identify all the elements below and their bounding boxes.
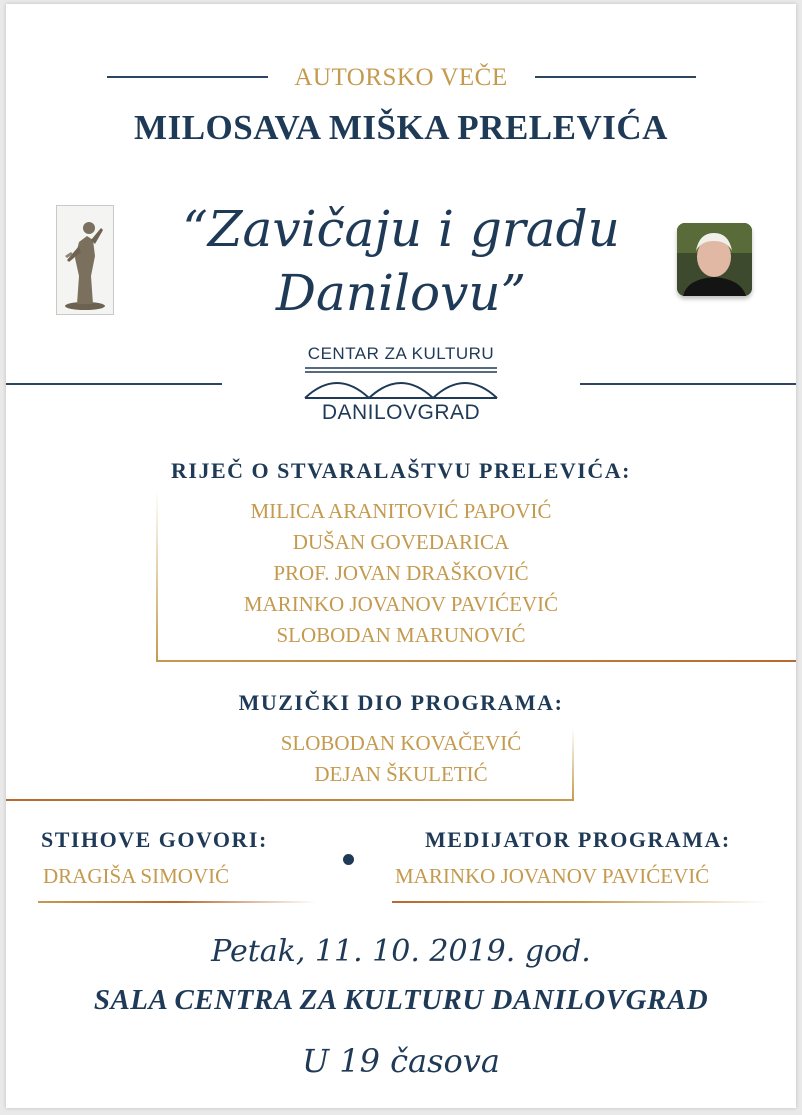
- music-list: [6, 728, 796, 790]
- logo-rule-right: [580, 383, 796, 385]
- logo-text-bottom: DANILOVGRAD: [321, 401, 481, 424]
- list-item: SLOBODAN KOVAČEVIĆ: [280, 731, 522, 755]
- speakers-bracket-vertical: [156, 490, 158, 662]
- statue-icon: [57, 206, 113, 314]
- speakers-heading: RIJEČ O STVARALAŠTVU PRELEVIĆA:: [171, 458, 631, 483]
- list-item: MARINKO JOVANOV PAVIĆEVIĆ: [243, 592, 559, 616]
- bridge-logo-icon: [301, 362, 501, 402]
- title-line-2: Danilovu”: [275, 264, 527, 322]
- list-item: DEJAN ŠKULETIĆ: [314, 762, 488, 786]
- list-item: PROF. JOVAN DRAŠKOVIĆ: [273, 561, 529, 585]
- poster: [6, 4, 796, 1108]
- verses-heading: STIHOVE GOVORI:: [41, 827, 268, 852]
- list-item: SLOBODAN MARUNOVIĆ: [276, 623, 526, 647]
- music-bracket-vertical: [572, 729, 574, 801]
- author-portrait: [677, 223, 752, 296]
- title-line-1: “Zavičaju i gradu: [182, 200, 620, 258]
- music-bracket-horizontal: [6, 799, 574, 801]
- speakers-bracket-horizontal: [156, 660, 796, 662]
- logo-text-top: CENTAR ZA KULTURU: [307, 344, 495, 363]
- author-name: MILOSAVA MIŠKA PRELEVIĆA: [134, 108, 668, 147]
- portrait-icon: [677, 223, 752, 296]
- mediator-underline: [392, 901, 768, 903]
- mediator-name: MARINKO JOVANOV PAVIĆEVIĆ: [395, 864, 710, 888]
- logo-rule-left: [6, 383, 222, 385]
- event-subtitle: AUTORSKO VEČE: [294, 64, 508, 91]
- music-heading: MUZIČKI DIO PROGRAMA:: [238, 690, 564, 715]
- event-date: Petak, 11. 10. 2019. god.: [211, 934, 591, 969]
- event-time: U 19 časova: [302, 1042, 500, 1080]
- verses-name: DRAGIŠA SIMOVIĆ: [43, 864, 230, 888]
- speakers-list: [6, 496, 796, 651]
- statue-photo: [56, 205, 114, 315]
- list-item: MILICA ARANITOVIĆ PAPOVIĆ: [250, 499, 552, 523]
- verses-underline: [38, 901, 316, 903]
- mediator-heading: MEDIJATOR PROGRAMA:: [425, 827, 731, 852]
- event-venue: SALA CENTRA ZA KULTURU DANILOVGRAD: [93, 984, 709, 1016]
- separator-dot: [343, 854, 354, 865]
- list-item: DUŠAN GOVEDARICA: [292, 530, 510, 554]
